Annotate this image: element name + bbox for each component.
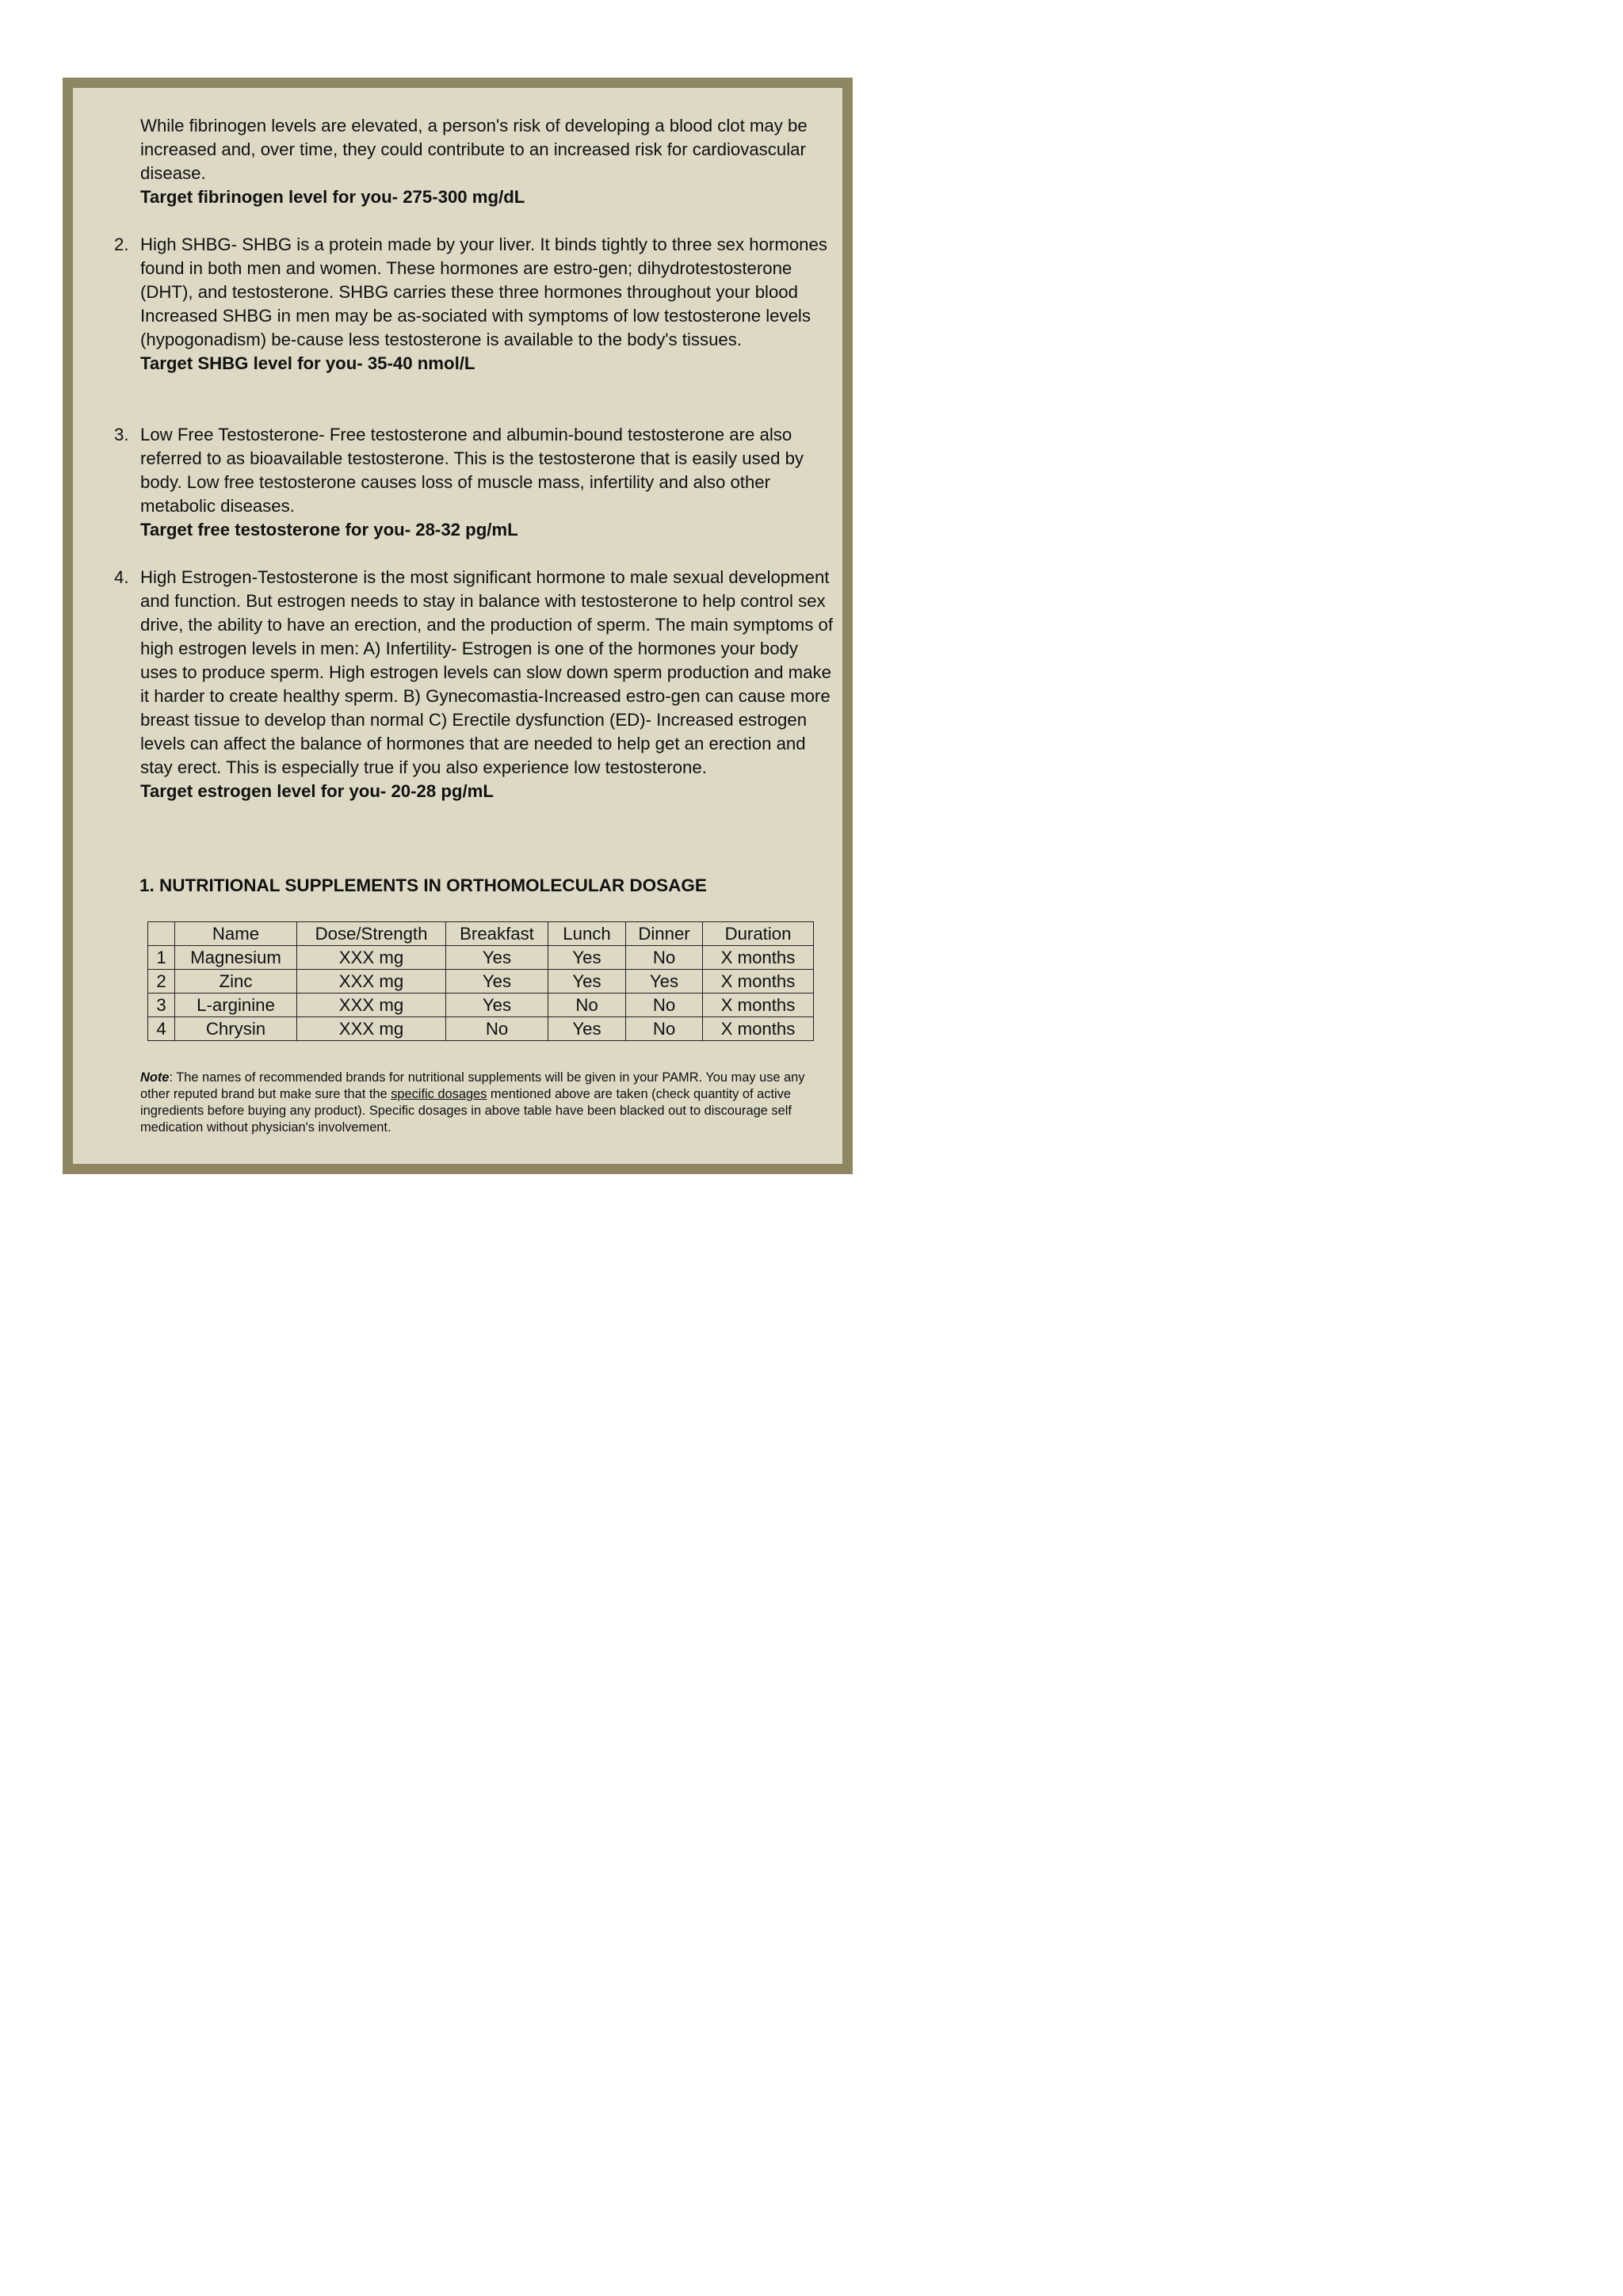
target-free-testosterone: Target free testosterone for you- 28-32 pg/mL [140, 520, 518, 540]
table-cell: Magnesium [175, 946, 297, 970]
supplements-heading: 1. NUTRITIONAL SUPPLEMENTS IN ORTHOMOLECULAR DOSAGE [139, 875, 707, 895]
note-underlined: specific dosages [391, 1087, 487, 1101]
table-row [148, 970, 814, 994]
table-row [148, 946, 814, 970]
item-text: High Estrogen-Testosterone is the most significant hormone to male sexual development and function. But estrogen needs to stay in balance with testosterone to help control sex drive, the ability to have an erection, and the production of sperm. The main symptoms of high estrogen levels in men: A) Infertility- Estrogen is one of the hormones your body uses to produce sperm. High estrogen levels can slow down sperm production and make it harder to create healthy sperm. B) Gynecomastia-Increased estro-gen can cause more breast tissue to develop than normal C) Erectile dysfunction (ED)- Increased estrogen levels can affect the balance of hormones that are needed to help get an erection and stay erect. This is especially true if you also experience low testosterone. [140, 567, 833, 777]
column-header: Name [175, 922, 297, 946]
column-header: Duration [703, 922, 814, 946]
table-cell: XXX mg [297, 970, 446, 994]
item-number: 2. [114, 235, 129, 254]
supplements-table [147, 921, 814, 1041]
note-text-1: : The names of recommended brands for nutritional supplements will be given in your PAMR. You may use any other reputed brand but make sure that the [140, 1070, 805, 1101]
note-text-2: mentioned above are taken (check quantity of active ingredients before buying any product). Specific dosages in above table have been blacked out to discourage self medication without physician's involvement. [140, 1087, 792, 1135]
item-text: High SHBG- SHBG is a protein made by your liver. It binds tightly to three sex hormones found in both men and women. These hormones are estro-gen; dihydrotestosterone (DHT), and testosterone. SHBG carries these three hormones throughout your blood Increased SHBG in men may be as-sociated with symptoms of low testosterone levels (hypogonadism) be-cause less testosterone is available to the body's tissues. [140, 235, 827, 349]
table-cell: 2 [148, 970, 175, 994]
table-cell: No [548, 994, 626, 1017]
table-cell: X months [703, 994, 814, 1017]
table-cell: 3 [148, 994, 175, 1017]
table-cell: Yes [446, 946, 548, 970]
column-header: Dose/Strength [297, 922, 446, 946]
intro-paragraph [140, 114, 838, 209]
item-number: 3. [114, 425, 129, 444]
table-cell: No [446, 1017, 548, 1041]
table-cell: Yes [548, 1017, 626, 1041]
target-fibrinogen: Target fibrinogen level for you- 275-300 mg/dL [140, 187, 525, 207]
column-header: Lunch [548, 922, 626, 946]
table-cell: Chrysin [175, 1017, 297, 1041]
table-cell: XXX mg [297, 994, 446, 1017]
table-cell: 4 [148, 1017, 175, 1041]
note-paragraph [140, 1070, 830, 1136]
table-cell: L-arginine [175, 994, 297, 1017]
table-cell: Yes [548, 970, 626, 994]
table-row [148, 1017, 814, 1041]
target-shbg: Target SHBG level for you- 35-40 nmol/L [140, 353, 475, 373]
list-item-shbg [140, 233, 838, 376]
table-cell: Yes [626, 970, 703, 994]
item-text: Low Free Testosterone- Free testosterone and albumin-bound testosterone are also referred to as bioavailable testosterone. This is the testosterone that is easily used by body. Low free testosterone causes loss of muscle mass, infertility and also other metabolic diseases. [140, 425, 804, 516]
table-cell: X months [703, 946, 814, 970]
table-cell: Yes [548, 946, 626, 970]
table-header-row [148, 922, 814, 946]
table-cell: No [626, 1017, 703, 1041]
table-cell: XXX mg [297, 1017, 446, 1041]
table-cell: Zinc [175, 970, 297, 994]
table-cell: XXX mg [297, 946, 446, 970]
note-label: Note [140, 1070, 170, 1085]
column-header [148, 922, 175, 946]
target-estrogen: Target estrogen level for you- 20-28 pg/mL [140, 781, 494, 801]
table-cell: Yes [446, 994, 548, 1017]
item-number: 4. [114, 567, 129, 587]
table-cell: No [626, 994, 703, 1017]
list-item-free-testosterone [140, 423, 838, 542]
intro-text: While fibrinogen levels are elevated, a person's risk of developing a blood clot may be increased and, over time, they could contribute to an increased risk for cardiovascular disease. [140, 116, 808, 183]
list-item-estrogen [140, 566, 838, 803]
table-cell: X months [703, 1017, 814, 1041]
column-header: Dinner [626, 922, 703, 946]
table-cell: X months [703, 970, 814, 994]
table-cell: Yes [446, 970, 548, 994]
table-cell: 1 [148, 946, 175, 970]
column-header: Breakfast [446, 922, 548, 946]
table-row [148, 994, 814, 1017]
table-cell: No [626, 946, 703, 970]
